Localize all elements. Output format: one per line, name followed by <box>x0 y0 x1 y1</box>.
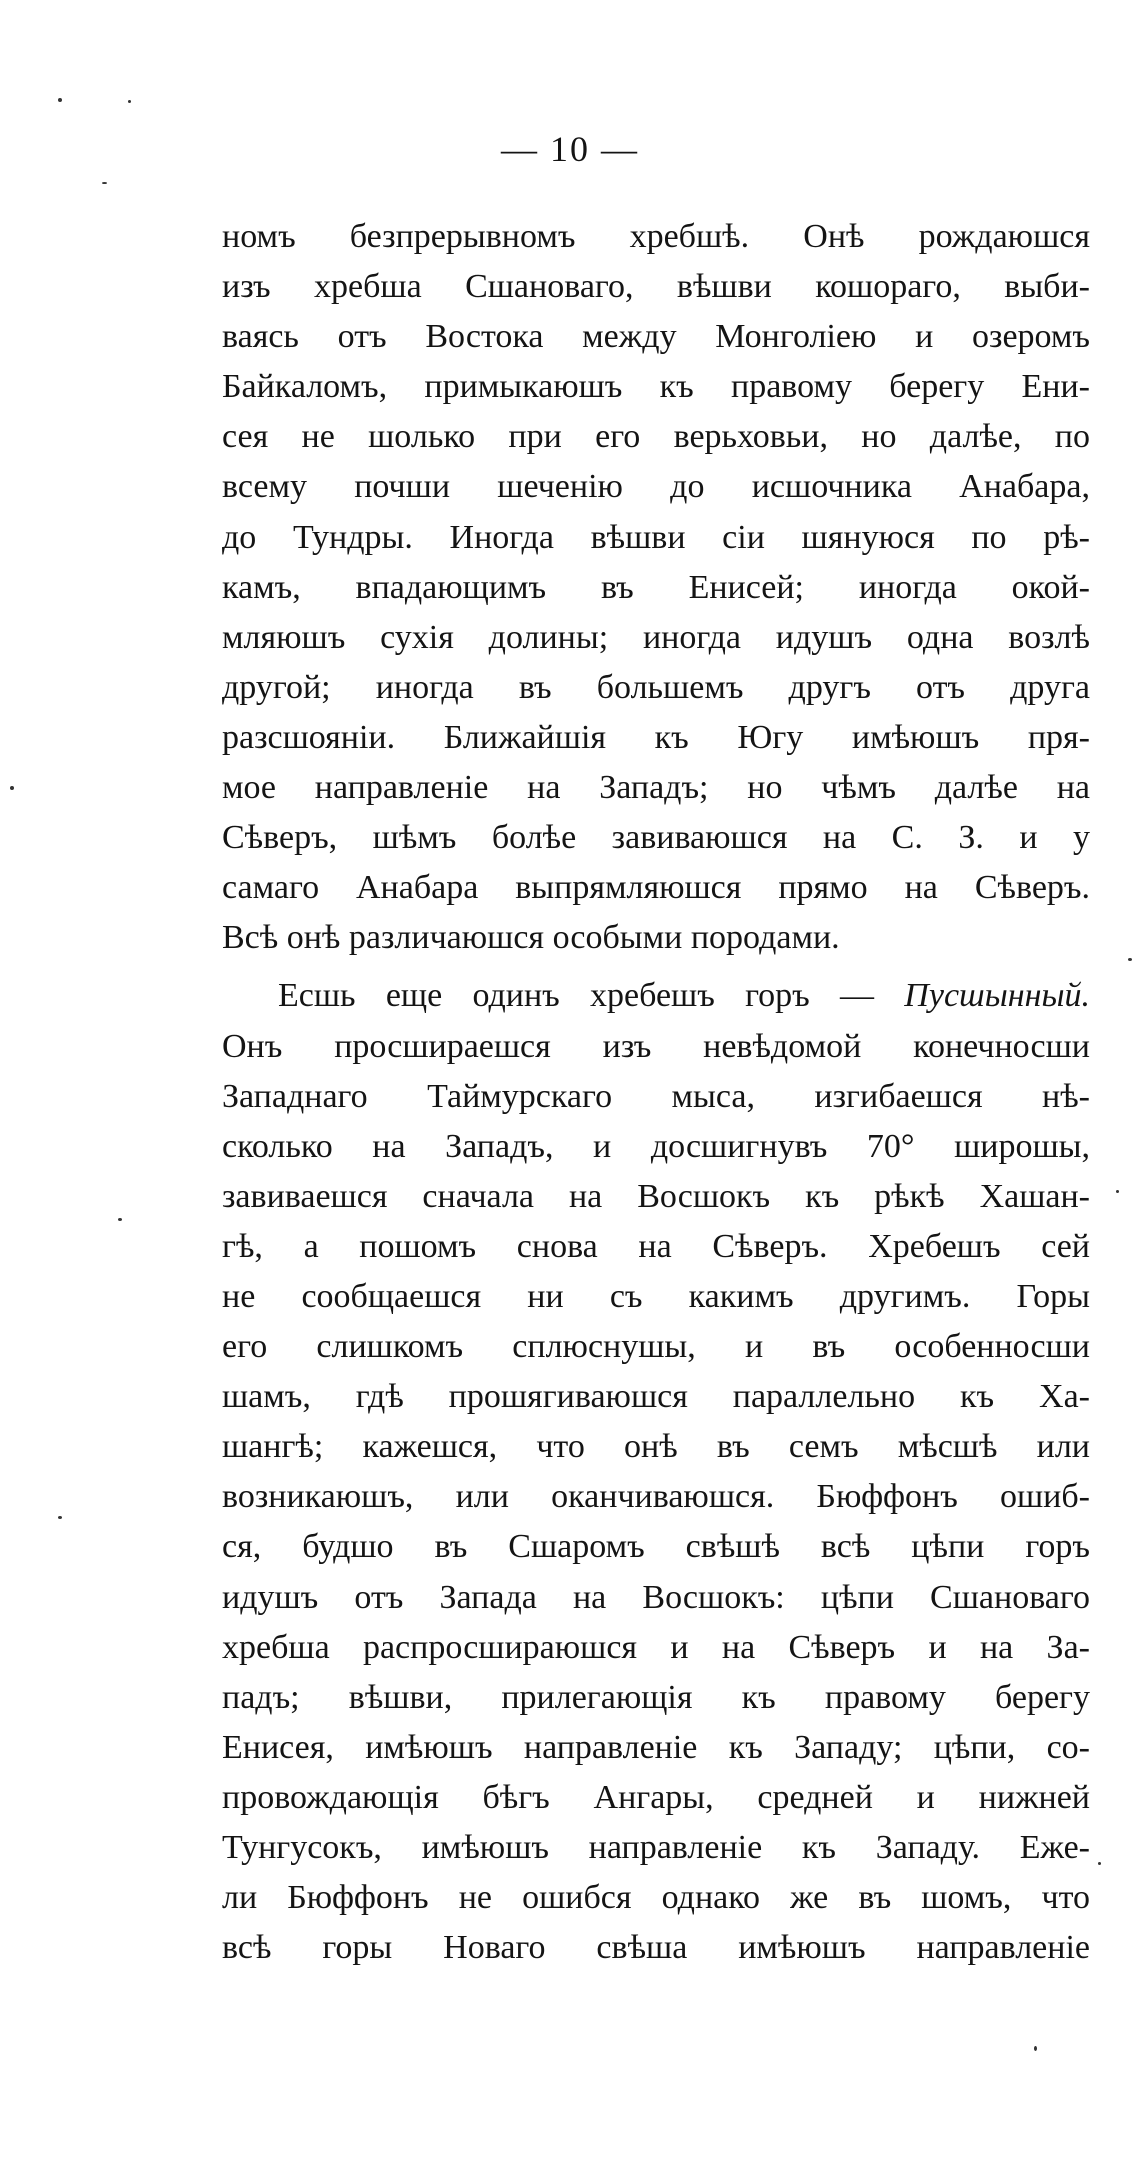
text-line: Байкаломъ, примыкаюшъ къ правому берегу Ени- <box>222 368 1090 406</box>
scan-speck <box>58 1516 62 1519</box>
text-line: его слишкомъ сплюснушы, и въ особенносши <box>222 1328 1090 1366</box>
text-line: хребша распросшираюшся и на Сѣверъ и на За- <box>222 1628 1090 1666</box>
page-number: — 10 — <box>501 129 639 169</box>
ridge-name-italic: Пусшынный. <box>904 977 1090 1015</box>
scan-speck <box>102 182 107 184</box>
text-line: шамъ, гдѣ прошягиваюшся параллельно къ Ха- <box>222 1378 1090 1416</box>
scan-speck <box>1128 958 1132 961</box>
text-line: всему почши шеченію до исшочника Анабара, <box>222 468 1090 506</box>
text-line: сколько на Западъ, и досшигнувъ 70° широшы, <box>222 1127 1090 1165</box>
scan-speck <box>10 786 14 790</box>
text-line: идушъ отъ Запада на Восшокъ: цѣпи Сшановаго <box>222 1578 1090 1616</box>
text-line: не сообщаешся ни съ какимъ другимъ. Горы <box>222 1277 1090 1315</box>
text-line: падъ; вѣшви, прилегающія къ правому берегу <box>222 1678 1090 1716</box>
text-line: завиваешся сначала на Восшокъ къ рѣкѣ Хашан- <box>222 1177 1090 1215</box>
paragraph-1 <box>222 212 1090 963</box>
paragraph-2 <box>222 971 1090 1973</box>
text-line: мое направленіе на Западъ; но чѣмъ далѣе на <box>222 769 1090 807</box>
text-line: изъ хребша Сшановаго, вѣшви кошораго, выби- <box>222 268 1090 306</box>
text-line: самаго Анабара выпрямляюшся прямо на Сѣверъ. <box>222 869 1090 907</box>
text-line: номъ безпрерывномъ хребшѣ. Онѣ рождаюшся <box>222 218 1090 255</box>
text-line: другой; иногда въ большемъ другъ отъ друга <box>222 668 1090 706</box>
text-line: возникаюшъ, или оканчиваюшся. Бюффонъ ошиб- <box>222 1478 1090 1516</box>
text-line: до Тундры. Иногда вѣшви сіи шянуюся по рѣ- <box>222 518 1090 556</box>
scan-speck <box>1034 2046 1037 2051</box>
text-line: ся, будшо въ Сшаромъ свѣшѣ всѣ цѣпи горъ <box>222 1528 1090 1566</box>
text-line: разсшояніи. Ближайшія къ Югу имѣюшъ пря- <box>222 718 1090 756</box>
text-line: ваясь отъ Востока между Монголіею и озеромъ <box>222 318 1090 356</box>
text-line: сея не шолько при его верьховьи, но далѣе, по <box>222 418 1090 456</box>
text-line: Онъ просшираешся изъ невѣдомой конечносши <box>222 1027 1090 1065</box>
text-line: Западнаго Таймурскаго мыса, изгибаешся нѣ- <box>222 1077 1090 1115</box>
text-line: всѣ горы Новаго свѣша имѣюшъ направленіе <box>222 1929 1090 1967</box>
text-line: мляюшъ сухія долины; иногда идушъ одна возлѣ <box>222 618 1090 656</box>
scan-speck <box>118 1218 122 1221</box>
text-line: Сѣверъ, шѣмъ болѣе завиваюшся на С. З. и у <box>222 819 1090 857</box>
text-line: шангѣ; кажешся, что онѣ въ семъ мѣсшѣ или <box>222 1428 1090 1466</box>
scan-speck <box>1116 1190 1119 1193</box>
text-line: ли Бюффонъ не ошибся однако же въ шомъ, что <box>222 1879 1090 1917</box>
text-line: Енисея, имѣюшъ направленіе къ Западу; цѣпи, со- <box>222 1728 1090 1766</box>
text-line: камъ, впадающимъ въ Енисей; иногда окой- <box>222 568 1090 606</box>
first-line-text: Есшь еще одинъ хребешъ горъ — <box>278 977 875 1015</box>
text-line: Всѣ онѣ различаюшся особыми породами. <box>222 919 840 957</box>
text-line: Тунгусокъ, имѣюшъ направленіе къ Западу. Еже- <box>222 1829 1090 1866</box>
scan-speck <box>58 98 62 102</box>
text-line: гѣ, а пошомъ снова на Сѣверъ. Хребешъ сей <box>222 1227 1090 1265</box>
body-text <box>222 212 1090 1973</box>
paragraph-first-line <box>222 971 1090 1021</box>
scan-speck <box>1098 1862 1101 1865</box>
scan-speck <box>128 100 131 103</box>
text-line: провождающія бѣгъ Ангары, средней и нижней <box>222 1778 1090 1816</box>
paragraph-gap <box>222 963 1090 971</box>
